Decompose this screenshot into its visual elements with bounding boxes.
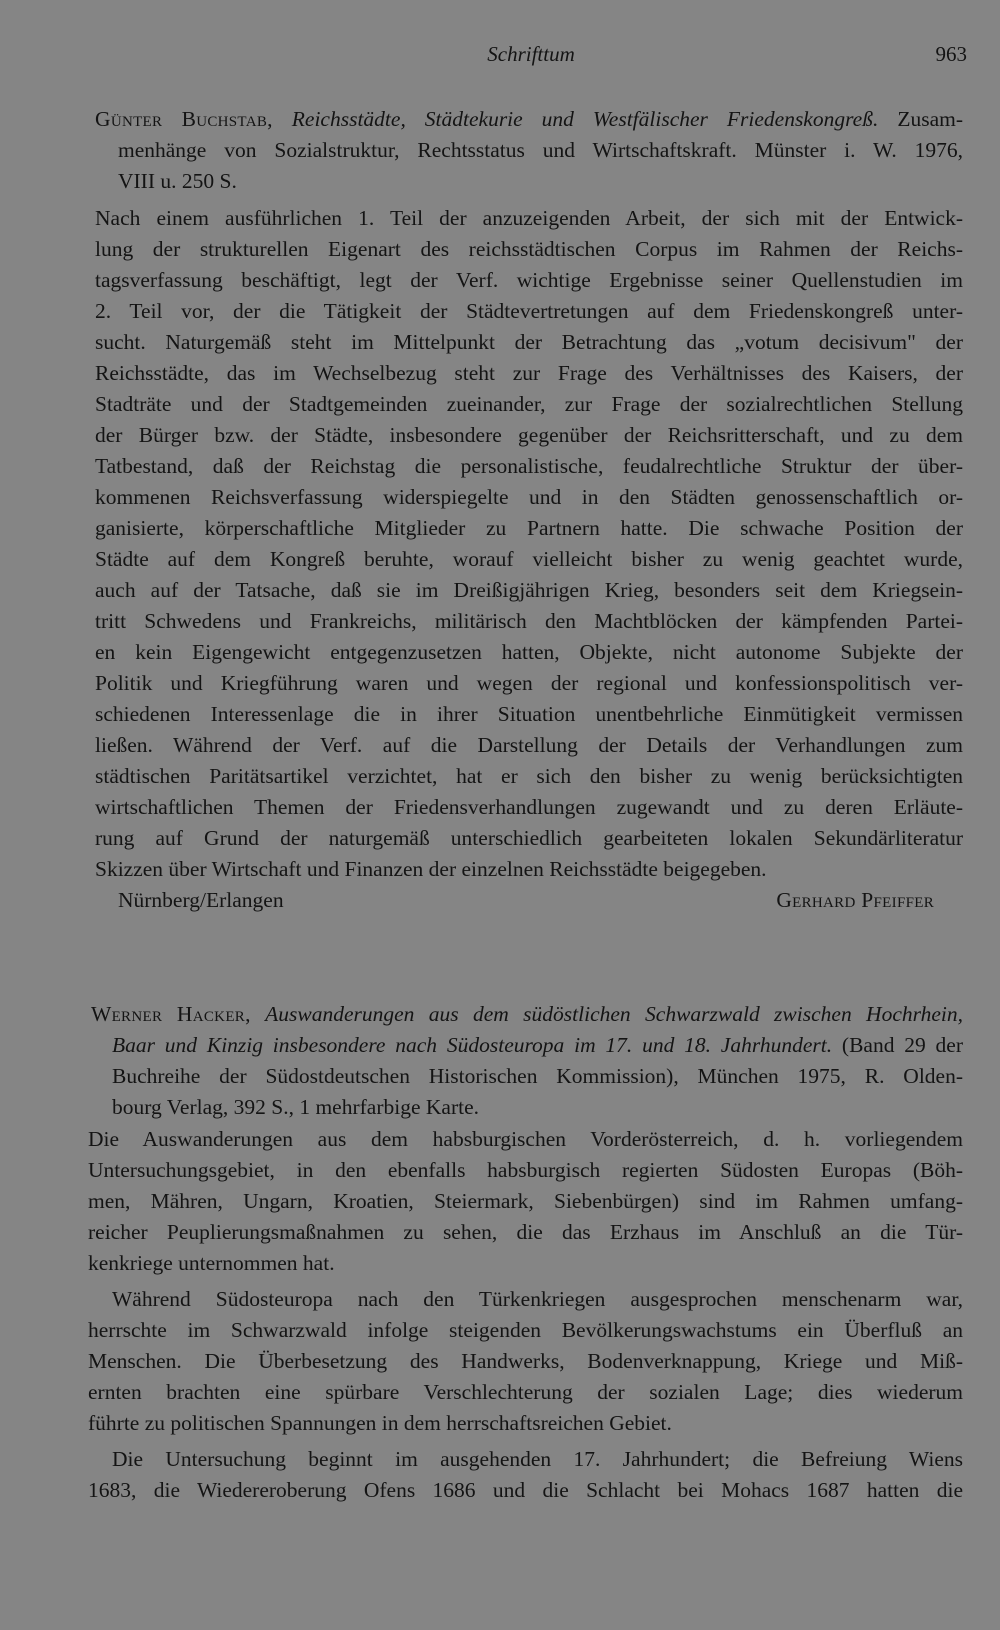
review1-line: der Bürger bzw. der Städte, insbesondere gegenüber der Reichsritterschaft, und zu dem [95,423,963,447]
review2-line: 1683, die Wiedereroberung Ofens 1686 und die Schlacht bei Mohacs 1687 hatten die [88,1478,963,1502]
review2-line: Die Auswanderungen aus dem habsburgischen Vorderösterreich, d. h. vorliegendem [88,1127,963,1151]
running-head-title: Schrifttum [487,42,575,66]
review1-line: kommenen Reichsverfassung widerspiegelte und in den Städten genossenschaftlich or- [95,485,963,509]
review2-line: Untersuchungsgebiet, in den ebenfalls habsburgisch regierten Südosten Europas (Böh- [88,1158,963,1182]
review2-line: herrschte im Schwarzwald infolge steigenden Bevölkerungswachstums ein Überfluß an [88,1318,963,1342]
running-head [95,42,967,72]
review1-line: sucht. Naturgemäß steht im Mittelpunkt der Betrachtung das „votum decisivum" der [95,330,963,354]
review1-heading-line [95,104,963,134]
review1-reviewer: Gerhard Pfeiffer [776,888,934,912]
review2-line: men, Mähren, Ungarn, Kroatien, Steiermark, Siebenbürgen) sind im Rahmen umfang- [88,1189,963,1213]
review1-heading-rest: Zusam- [897,107,963,131]
review2-line: kenkriege unternommen hat. [88,1251,335,1275]
review2-line: Die Untersuchung beginnt im ausgehenden 17. Jahrhundert; die Befreiung Wiens [112,1447,963,1471]
review1-line: 2. Teil vor, der die Tätigkeit der Städtevertretungen auf dem Friedenskongreß unter- [95,299,963,323]
review2-author: Werner Hacker, [91,1002,251,1026]
review1-line: städtischen Paritätsartikel verzichtet, hat er sich den bisher zu wenig berücksichtigten [95,764,963,788]
review1-place: Nürnberg/Erlangen [118,888,284,912]
review2-line: ernten brachten eine spürbare Verschlechterung der sozialen Lage; dies wiederum [88,1380,963,1404]
review2-heading-line-2 [112,1030,963,1060]
review1-line: Reichsstädte, das im Wechselbezug steht zur Frage des Verhältnisses des Kaisers, der [95,361,963,385]
review1-line: auch auf der Tatsache, daß sie im Dreißigjährigen Krieg, besonders seit dem Kriegsein- [95,578,963,602]
review1-line: Tatbestand, daß der Reichstag die personalistische, feudalrechtliche Struktur der über- [95,454,963,478]
review1-line: Nach einem ausführlichen 1. Teil der anzuzeigenden Arbeit, der sich mit der Entwick- [95,206,963,230]
review1-line: ganisierte, körperschaftliche Mitglieder zu Partnern hatte. Die schwache Position der [95,516,963,540]
review2-title-part2: Baar und Kinzig insbesondere nach Südosteuropa im 17. und 18. Jahrhundert. [112,1033,833,1057]
review1-line: rung auf Grund der naturgemäß unterschiedlich gearbeiteten lokalen Sekundärliteratur [95,826,963,850]
review1-author: Günter Buchstab, [95,107,273,131]
review2-series-start: (Band 29 der [841,1033,964,1057]
review1-line: menhänge von Sozialstruktur, Rechtsstatus und Wirtschaftskraft. Münster i. W. 1976, [118,138,963,162]
review1-line: Städte auf dem Kongreß beruhte, worauf vielleicht bisher zu wenig geachtet wurde, [95,547,963,571]
review1-line: VIII u. 250 S. [118,169,237,193]
review1-line: wirtschaftlichen Themen der Friedensverhandlungen zugewandt und zu deren Erläute- [95,795,963,819]
review2-title-part1: Auswanderungen aus dem südöstlichen Schwarzwald zwischen Hochrhein, [265,1002,963,1026]
review1-line: schiedenen Interessenlage die in ihrer Situation unentbehrliche Einmütigkeit vermissen [95,702,963,726]
review1-line: en kein Eigengewicht entgegenzusetzen hatten, Objekte, nicht autonome Subjekte der [95,640,963,664]
review1-title: Reichsstädte, Städtekurie und Westfälischer Friedenskongreß. [291,107,879,131]
review1-line: Stadträte und der Stadtgemeinden zueinander, zur Frage der sozialrechtlichen Stellung [95,392,963,416]
review2-line: Menschen. Die Überbesetzung des Handwerks, Bodenverknappung, Kriege und Miß- [88,1349,963,1373]
review2-line: bourg Verlag, 392 S., 1 mehrfarbige Karte. [112,1095,480,1119]
page-number: 963 [935,42,967,66]
review1-line: lung der strukturellen Eigenart des reichsstädtischen Corpus im Rahmen der Reichs- [95,237,963,261]
review2-line: reicher Peuplierungsmaßnahmen zu sehen, die das Erzhaus im Anschluß an die Tür- [88,1220,963,1244]
review2-line: Während Südosteuropa nach den Türkenkriegen ausgesprochen menschenarm war, [112,1287,963,1311]
review1-line: Politik und Kriegführung waren und wegen der regional und konfessionspolitisch ver- [95,671,963,695]
review2-line: führte zu politischen Spannungen in dem herrschaftsreichen Gebiet. [88,1411,672,1435]
review1-line: tritt Schwedens und Frankreichs, militärisch den Machtblöcken der kämpfenden Partei- [95,609,963,633]
review1-line: ließen. Während der Verf. auf die Darstellung der Details der Verhandlungen zum [95,733,963,757]
review1-line: tagsverfassung beschäftigt, legt der Verf. wichtige Ergebnisse seiner Quellenstudien im [95,268,963,292]
review2-line: Buchreihe der Südostdeutschen Historischen Kommission), München 1975, R. Olden- [112,1064,963,1088]
review1-line: Skizzen über Wirtschaft und Finanzen der einzelnen Reichsstädte beigegeben. [95,857,767,881]
review2-heading-line [91,999,963,1029]
